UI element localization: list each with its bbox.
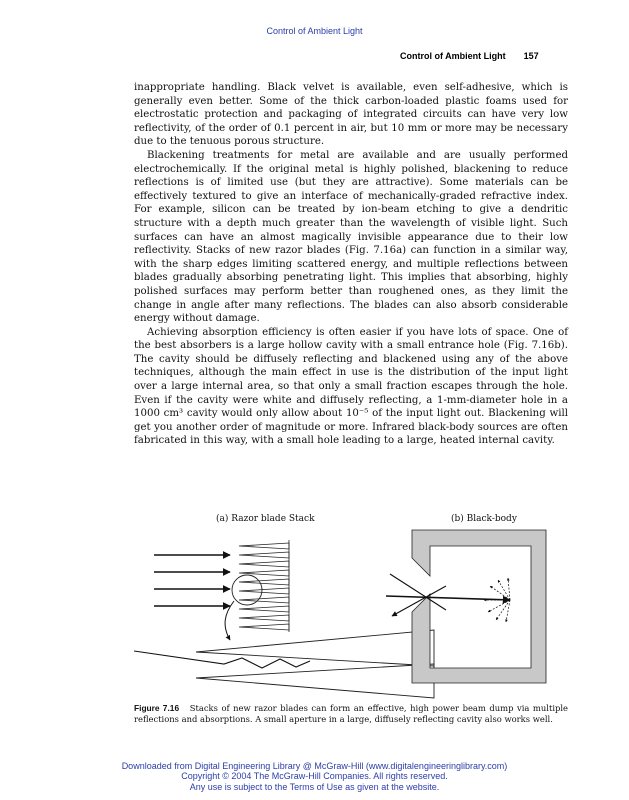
footer (0, 761, 629, 792)
footer-copyright: Copyright © 2004 The McGraw-Hill Companies. All rights reserved. (181, 771, 448, 782)
paragraph: Blackening treatments for metal are available and are usually performed electrochemically. If the original metal is highly polished, blackening to reduce reflections is of limited use (but they are attractive). Some materials can be effectively textured to give an interface of mechanically-graded refractive index. For example, silicon can be treated by ion-beam etching to give a dendritic structure with a depth much greater than the wavelength of visible light. Such surfaces can have an almost magically invisible appearance due to their low reflectivity. Stacks of new razor blades (Fig. 7.16a) can function in a similar way, with the sharp edges limiting scattered energy, and multiple reflections between blades gradually absorbing penetrating light. This implies that absorbing, highly polished surfaces may perform better than roughened ones, as they limit the change in angle after many reflections. The blades can also absorb considerable energy without damage. (134, 149, 568, 325)
running-title: Control of Ambient Light (400, 51, 506, 61)
footer-download-link[interactable]: Downloaded from Digital Engineering Library @ McGraw-Hill (www.digitalengineeringlibrary.com) (121, 761, 508, 771)
black-body-cavity (412, 530, 546, 683)
paragraph: inappropriate handling. Black velvet is available, even self-adhesive, which is generally even better. Some of the thick carbon-loaded plastic foams used for electrostatic protection and packaging of integrated circuits can have very low reflectivity, of the order of 0.1 percent in air, but 10 mm or more may be necessary due to the tenuous porous structure. (134, 82, 568, 148)
black-body-rays (386, 574, 510, 616)
page-number: 157 (523, 51, 539, 61)
zoom-arrow (225, 601, 234, 640)
figure-drawing (134, 512, 568, 700)
figure-7-16 (134, 512, 568, 700)
top-chapter-link[interactable]: Control of Ambient Light (266, 26, 363, 36)
incident-beam-arrows (154, 555, 230, 606)
magnified-blades (196, 630, 434, 698)
caption-text: Stacks of new razor blades can form an effective, high power beam dump via multiple reflections and absorptions. A small aperture in a large, diffusely reflecting cavity also works well. (134, 703, 568, 724)
body-text (134, 81, 568, 448)
paragraph: Achieving absorption efficiency is often easier if you have lots of space. One of the best absorbers is a large hollow cavity with a small entrance hole (Fig. 7.16b). The cavity should be diffusely reflecting and blackened using any of the above techniques, although the main effect in use is the distribution of the input light over a large internal area, so that only a small fraction escapes through the hole. Even if the cavity were white and diffusely reflecting, a 1-mm-diameter hole in a 1000 cm³ cavity would only allow about 10⁻⁵ of the input light out. Blackening will get you another order of magnitude or more. Infrared black-body sources are often fabricated in this way, with a small hole leading to a large, heated internal cavity. (134, 326, 568, 447)
razor-blade-stack (239, 540, 289, 632)
figure-label-razor-blade-stack: (a) Razor blade Stack (216, 514, 315, 524)
running-head (400, 51, 539, 61)
figure-caption (134, 703, 568, 724)
footer-terms-link[interactable]: Any use is subject to the Terms of Use as given at the website. (189, 781, 440, 792)
caption-label: Figure 7.16 (134, 703, 180, 713)
figure-label-black-body: (b) Black-body (451, 514, 517, 524)
